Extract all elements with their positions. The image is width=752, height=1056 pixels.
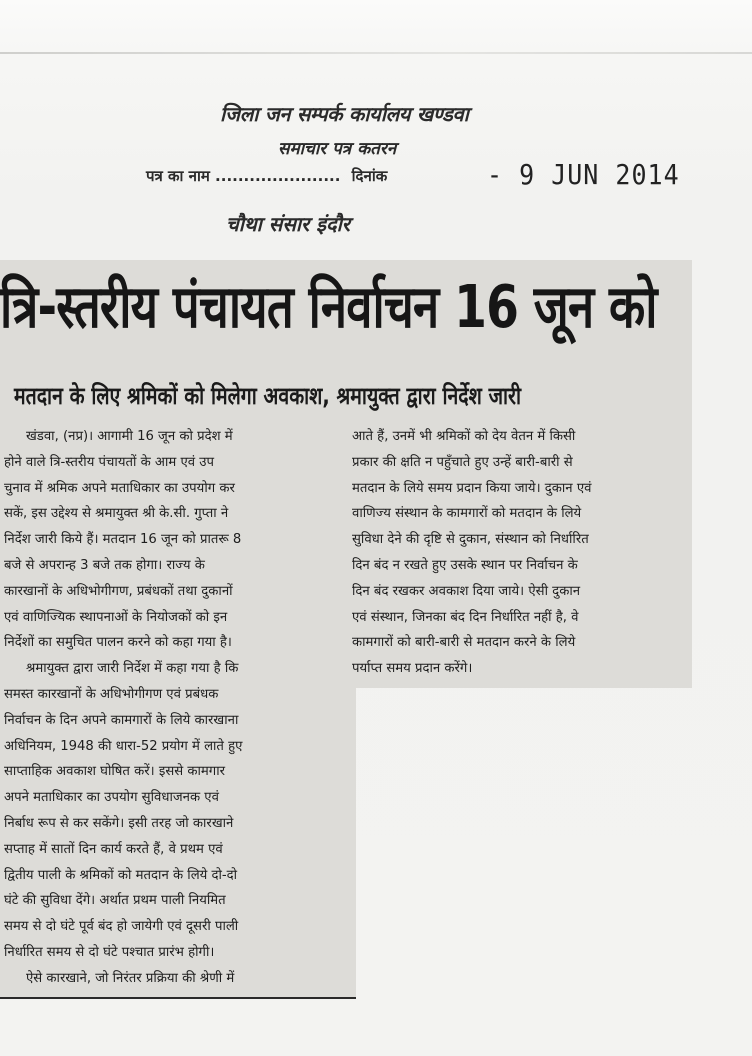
- article-column-2: [352, 424, 688, 682]
- scan-edge: [0, 52, 752, 54]
- office-stamp: जिला जन सम्पर्क कार्यालय खण्डवा: [220, 102, 469, 126]
- article-line: खंडवा, (नप्र)। आगामी 16 जून को प्रदेश में: [26, 429, 233, 444]
- article-line: ऐसे कारखाने, जो निरंतर प्रक्रिया की श्रेणी में: [26, 970, 235, 986]
- article-column-1: [4, 424, 348, 992]
- article-line: समय से दो घंटे पूर्व बंद हो जायेगी एवं दूसरी पाली: [4, 919, 239, 935]
- article-line: एवं संस्थान, जिनका बंद दिन निर्धारित नहीं है, वे: [352, 609, 579, 625]
- article-line: निर्धारित समय से दो घंटे पश्चात प्रारंभ होगी।: [4, 944, 215, 960]
- article-headline: त्रि-स्तरीय पंचायत निर्वाचन 16 जून को: [0, 272, 657, 341]
- date-stamp: - 9 JUN 2014: [487, 158, 680, 191]
- article-line: श्रमायुक्त द्वारा जारी निर्देश में कहा गया है कि: [26, 661, 239, 677]
- article-line: निर्बाध रूप से कर सकेंगे। इसी तरह जो कारखाने: [4, 815, 234, 831]
- name-label: पत्र का नाम ......................: [146, 167, 341, 185]
- article-line: प्रकार की क्षति न पहुँचाते हुए उन्हें बारी-बारी से: [352, 454, 573, 470]
- article-line: समस्त कारखानों के अधिभोगीगण एवं प्रबंधक: [4, 686, 219, 702]
- article-line: होने वाले त्रि-स्तरीय पंचायतों के आम एवं उप: [4, 454, 215, 470]
- article-line: सप्ताह में सातों दिन कार्य करते हैं, वे प्रथम एवं: [4, 841, 223, 857]
- article-line: साप्ताहिक अवकाश घोषित करें। इससे कामगार: [4, 764, 225, 780]
- article-line: निर्देशों का समुचित पालन करने को कहा गया है।: [4, 635, 232, 651]
- article-line: सकें, इस उद्देश्य से श्रमायुक्त श्री के.सी. गुप्ता ने: [4, 506, 229, 522]
- article-line: सुविधा देने की दृष्टि से दुकान, संस्थान को निर्धारित: [352, 532, 589, 548]
- article-line: कामगारों को बारी-बारी से मतदान करने के लिये: [352, 635, 576, 651]
- newspaper-name-line: [146, 166, 393, 186]
- article-line: बजे से अपरान्ह 3 बजे तक होगा। राज्य के: [4, 557, 205, 573]
- newspaper-name: चौथा संसार इंदौर: [226, 212, 350, 236]
- article-subheadline: मतदान के लिए श्रमिकों को मिलेगा अवकाश, श्रमायुक्त द्वारा निर्देश जारी: [14, 382, 522, 410]
- article-line: एवं वाणिज्यिक स्थापनाओं के नियोजकों को इन: [4, 609, 228, 625]
- article-line: निर्देश जारी किये हैं। मतदान 16 जून को प्रातरू 8: [4, 532, 242, 548]
- article-line: कारखानों के अधिभोगीगण, प्रबंधकों तथा दुकानों: [4, 583, 233, 599]
- article-line: अपने मताधिकार का उपयोग सुविधाजनक एवं: [4, 790, 219, 806]
- article-line: पर्याप्त समय प्रदान करेंगे।: [352, 661, 473, 677]
- article-line: वाणिज्य संस्थान के कामगारों को मतदान के लिये: [352, 506, 582, 522]
- article-line: निर्वाचन के दिन अपने कामगारों के लिये कारखाना: [4, 712, 239, 728]
- article-line: मतदान के लिये समय प्रदान किया जाये। दुकान एवं: [352, 480, 592, 496]
- article-line: आते हैं, उनमें भी श्रमिकों को देय वेतन में किसी: [352, 429, 576, 444]
- article-line: अधिनियम, 1948 की धारा-52 प्रयोग में लाते हुए: [4, 738, 243, 754]
- article-line: चुनाव में श्रमिक अपने मताधिकार का उपयोग कर: [4, 480, 235, 496]
- article-line: घंटे की सुविधा देंगे। अर्थात प्रथम पाली नियमित: [4, 893, 226, 909]
- date-label: दिनांक: [351, 167, 388, 185]
- article-line: दिन बंद न रखते हुए उसके स्थान पर निर्वाचन के: [352, 557, 578, 573]
- article-line: दिन बंद रखकर अवकाश दिया जाये। ऐसी दुकान: [352, 583, 581, 599]
- article-line: द्वितीय पाली के श्रमिकों को मतदान के लिये दो-दो: [4, 867, 238, 883]
- clipping-label: समाचार पत्र कतरन: [278, 139, 397, 159]
